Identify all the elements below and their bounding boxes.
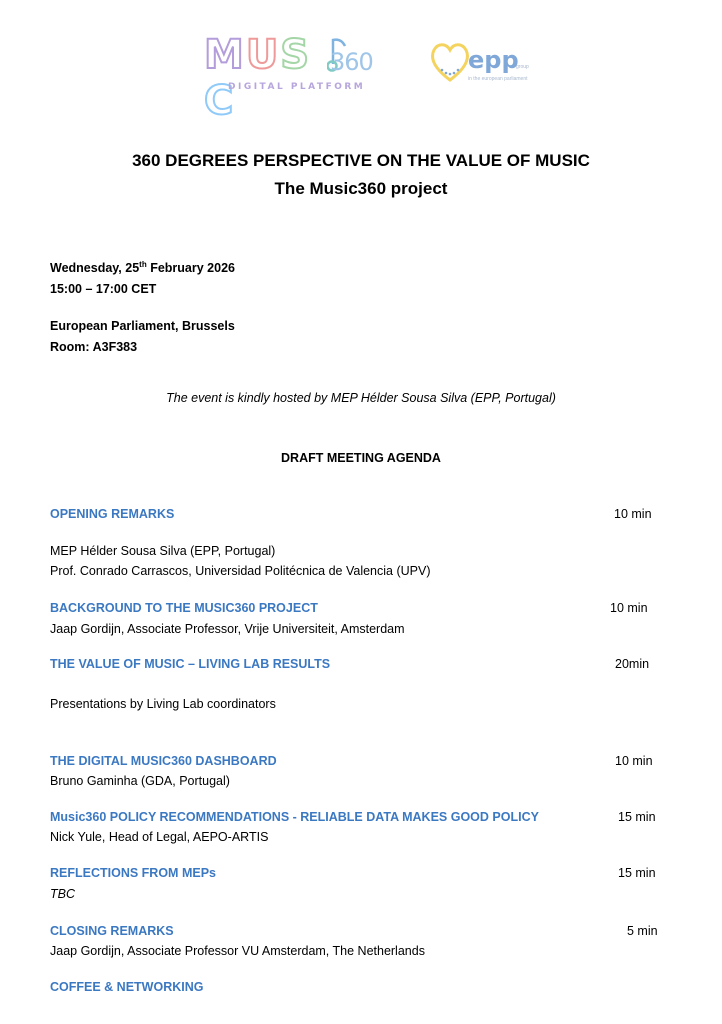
- agenda-item-title: CLOSING REMARKS: [50, 924, 174, 938]
- event-date: Wednesday, 25th February 2026: [50, 259, 235, 275]
- heart-icon: [430, 40, 470, 84]
- agenda-item-title: COFFEE & NETWORKING: [50, 980, 204, 994]
- agenda-item-speaker: TBC: [50, 887, 75, 901]
- agenda-item-speaker: Nick Yule, Head of Legal, AEPO-ARTIS: [50, 830, 269, 844]
- logo-letter: U: [245, 32, 281, 78]
- agenda-item-speaker: MEP Hélder Sousa Silva (EPP, Portugal): [50, 544, 276, 558]
- agenda-item-duration: 15 min: [618, 866, 656, 880]
- event-datetime: [50, 258, 235, 300]
- logo-letter: C: [204, 78, 236, 124]
- epp-group-text: group: [516, 64, 529, 70]
- agenda-item-speaker: Presentations by Living Lab coordinators: [50, 697, 276, 711]
- agenda-item-title: OPENING REMARKS: [50, 507, 175, 521]
- agenda-item-title: BACKGROUND TO THE MUSIC360 PROJECT: [50, 601, 318, 615]
- music360-logo: [204, 28, 376, 124]
- music360-wordmark: [204, 32, 376, 124]
- agenda-item-speaker: Jaap Gordijn, Associate Professor VU Amsterdam, The Netherlands: [50, 944, 425, 958]
- epp-wordmark: epp: [468, 46, 519, 74]
- agenda-item-title: Music360 POLICY RECOMMENDATIONS - RELIABLE DATA MAKES GOOD POLICY: [50, 810, 539, 824]
- hosted-by-note: The event is kindly hosted by MEP Hélder Sousa Silva (EPP, Portugal): [166, 391, 556, 405]
- agenda-item-duration: 15 min: [618, 810, 656, 824]
- logo-letter: S: [280, 32, 312, 78]
- agenda-item-title: REFLECTIONS FROM MEPs: [50, 866, 216, 880]
- agenda-item-duration: 10 min: [614, 507, 652, 521]
- agenda-item-duration: 10 min: [615, 754, 653, 768]
- agenda-item-speaker: Jaap Gordijn, Associate Professor, Vrije Universiteit, Amsterdam: [50, 622, 405, 636]
- agenda-item-title: THE DIGITAL MUSIC360 DASHBOARD: [50, 754, 277, 768]
- event-venue: [50, 316, 235, 358]
- agenda-item-duration: 10 min: [610, 601, 648, 615]
- document-title: 360 DEGREES PERSPECTIVE ON THE VALUE OF MUSIC: [132, 151, 590, 170]
- agenda-item-title: THE VALUE OF MUSIC – LIVING LAB RESULTS: [50, 657, 331, 671]
- event-location: European Parliament, Brussels: [50, 319, 235, 333]
- agenda-item-duration: 5 min: [627, 924, 658, 938]
- epp-tagline: in the european parliament: [468, 76, 528, 82]
- agenda-item-speaker: Prof. Conrado Carrascos, Universidad Politécnica de Valencia (UPV): [50, 564, 431, 578]
- agenda-item-speaker: Bruno Gaminha (GDA, Portugal): [50, 774, 230, 788]
- epp-logo: [430, 40, 540, 88]
- music360-number: 360: [330, 48, 373, 76]
- agenda-item-duration: 20min: [615, 657, 650, 671]
- document-subtitle: The Music360 project: [274, 179, 448, 198]
- event-time: 15:00 – 17:00 CET: [50, 282, 157, 296]
- logo-letter: M: [204, 32, 246, 78]
- event-room: Room: A3F383: [50, 340, 138, 354]
- music360-subtitle: DIGITAL PLATFORM: [228, 82, 366, 92]
- agenda-title: DRAFT MEETING AGENDA: [281, 451, 441, 465]
